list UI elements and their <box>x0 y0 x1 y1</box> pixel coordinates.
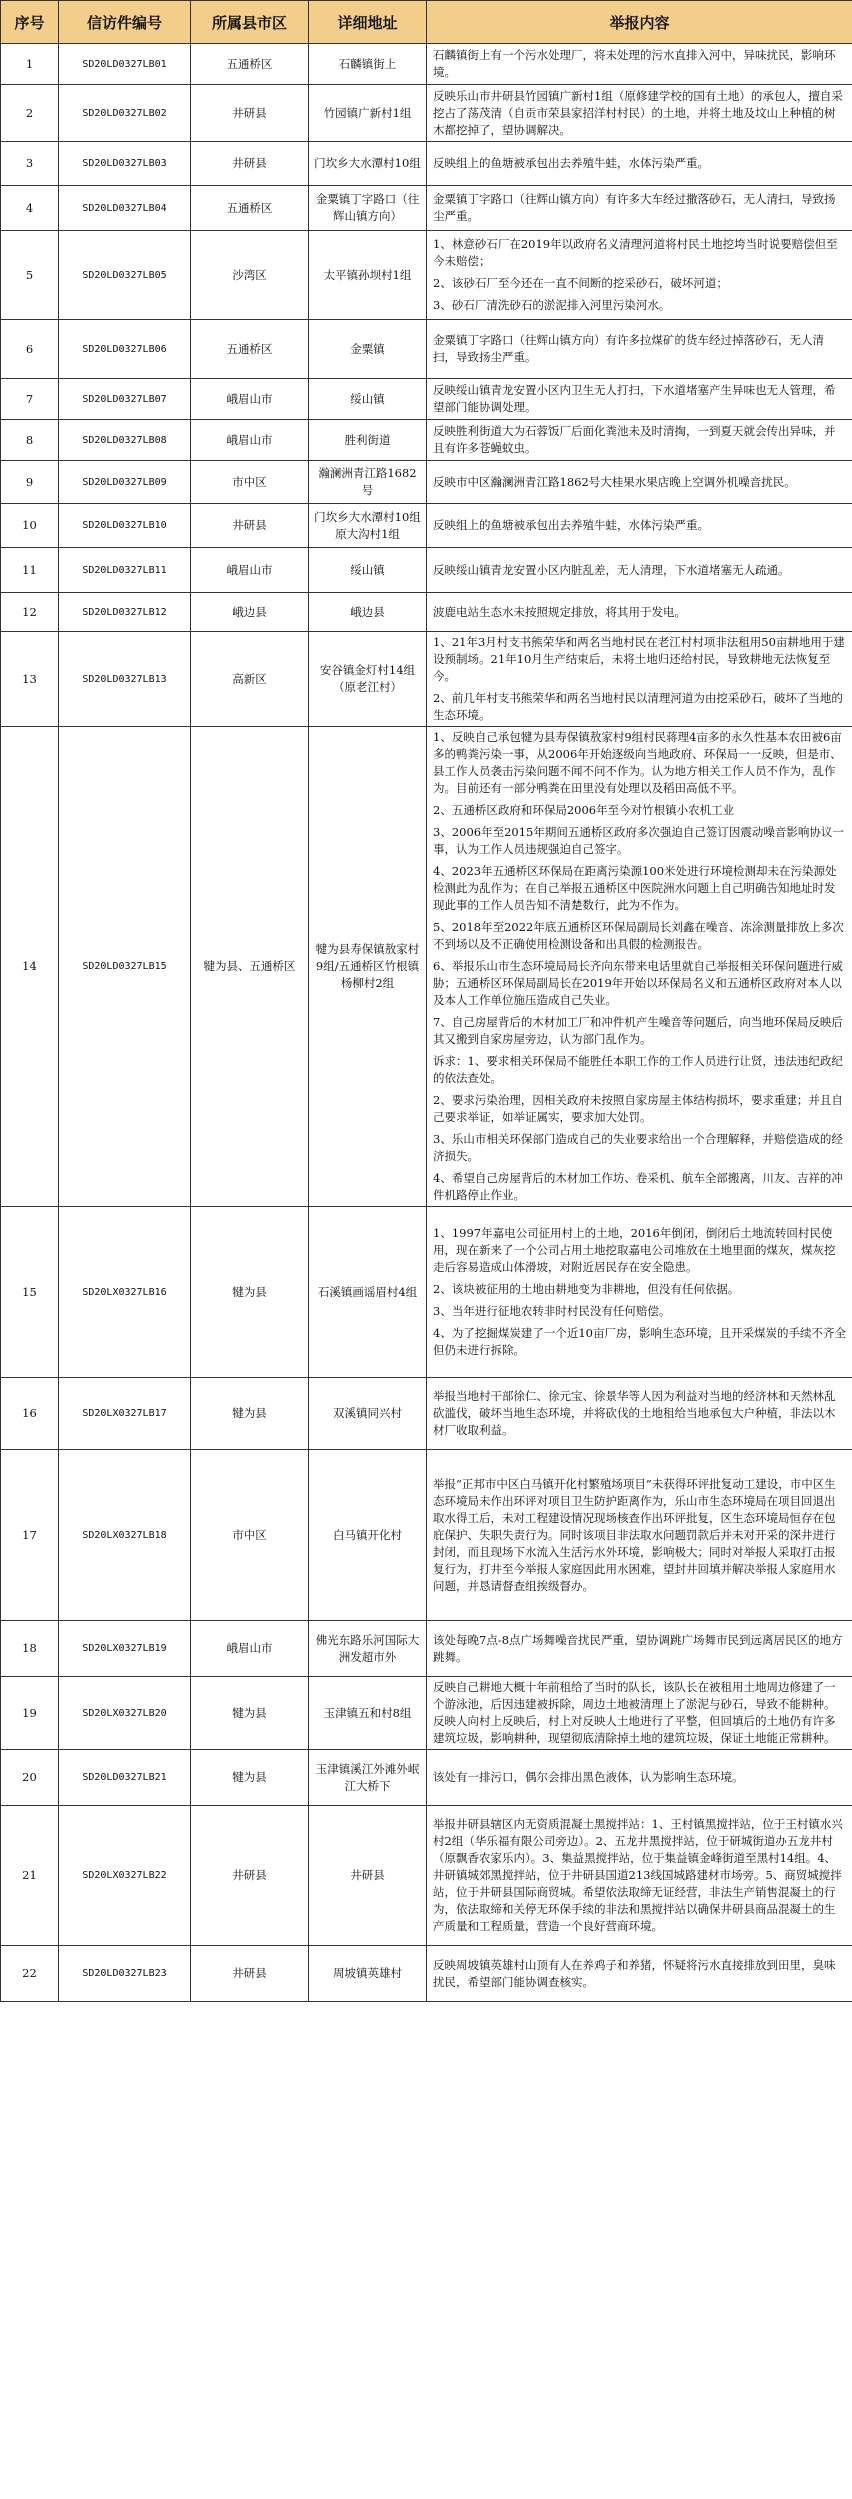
complaint-content <box>427 1946 852 2002</box>
district: 沙湾区 <box>191 231 309 320</box>
complaint-content <box>427 186 852 231</box>
content-paragraph: 举报当地村干部徐仁、徐元宝、徐景华等人因为利益对当地的经济林和天然林乱砍滥伐，破坏当地生态环境，并将砍伐的土地租给当地承包大户种植，非法以木材厂收取利益。 <box>433 1389 836 1437</box>
header-address: 详细地址 <box>309 1 427 44</box>
content-paragraph: 金粟镇丁字路口（往辉山镇方向）有许多大车经过撒落砂石，无人清扫，导致扬尘严重。 <box>433 192 836 223</box>
address: 双溪镇同兴村 <box>309 1378 427 1450</box>
table-row <box>1 1450 852 1621</box>
district: 峨眉山市 <box>191 420 309 461</box>
complaint-content <box>427 1806 852 1946</box>
content-paragraph: 2、该块被征用的土地由耕地变为非耕地，但没有任何依据。 <box>433 1282 740 1296</box>
complaint-code: SD20LD0327LB15 <box>59 727 191 1207</box>
content-paragraph: 1、反映自己承包犍为县寿保镇敖家村9组村民蒋理4亩多的永久性基本农田被6亩多的鸭粪污染一事，从2006年开始逐级向当地政府、环保局一一反映，但是市、县工作人员袭击污染问题不闻不问不作为。认为地方相关工作人员不作为，乱作为。目前还有一部分鸭粪在田里没有处理以及稻田高低不平。 <box>433 730 842 795</box>
content-paragraph: 反映自己耕地大概十年前租给了当时的队长，该队长在被租用土地周边修建了一个游泳池，后因违建被拆除，周边土地被清理上了淤泥与砂石，导致不能耕种。反映人向村上反映后，村上对反映人土地进行了平整，但回填后的土地仍有许多建筑垃圾，影响耕种，现望彻底清除掉土地的建筑垃圾，保证土地能正常耕种。 <box>433 1680 836 1745</box>
address: 门坎乡大水潭村10组原大沟村1组 <box>309 504 427 548</box>
content-paragraph: 3、当年进行征地农转非时村民没有任何赔偿。 <box>433 1304 671 1318</box>
row-number: 8 <box>1 420 59 461</box>
table-row <box>1 593 852 632</box>
content-paragraph: 4、希望自己房屋背后的木材加工作坊、卷采机、航车全部搬离，川友、吉祥的冲件机路停止作业。 <box>433 1171 843 1202</box>
row-number: 10 <box>1 504 59 548</box>
header-row <box>1 1 852 44</box>
row-number: 22 <box>1 1946 59 2002</box>
content-paragraph: 反映市中区瀚澜洲青江路1862号大桂果水果店晚上空调外机噪音扰民。 <box>433 474 796 489</box>
content-paragraph: 反映绥山镇青龙安置小区内脏乱差，无人清理，下水道堵塞无人疏通。 <box>433 562 790 577</box>
district: 井研县 <box>191 1806 309 1946</box>
table-row <box>1 1750 852 1806</box>
row-number: 12 <box>1 593 59 632</box>
complaint-code: SD20LD0327LB13 <box>59 632 191 727</box>
row-number: 13 <box>1 632 59 727</box>
row-number: 2 <box>1 85 59 142</box>
district: 犍为县 <box>191 1677 309 1750</box>
complaint-code: SD20LX0327LB20 <box>59 1677 191 1750</box>
content-paragraph: 3、2006年至2015年期间五通桥区政府多次强迫自己签订因震动噪音影响协议一事，认为工作人员违规强迫自己签字。 <box>433 825 844 856</box>
table-row <box>1 1207 852 1378</box>
complaint-code: SD20LX0327LB17 <box>59 1378 191 1450</box>
district: 犍为县 <box>191 1378 309 1450</box>
table-row <box>1 727 852 1207</box>
row-number: 16 <box>1 1378 59 1450</box>
complaint-content <box>427 548 852 593</box>
complaint-content <box>427 593 852 632</box>
complaint-code: SD20LD0327LB12 <box>59 593 191 632</box>
district: 犍为县 <box>191 1207 309 1378</box>
content-paragraph: 金粟镇丁字路口（往辉山镇方向）有许多拉煤矿的货车经过掉落砂石，无人清扫，导致扬尘严重。 <box>433 333 824 364</box>
district: 犍为县 <box>191 1750 309 1806</box>
content-paragraph: 波鹿电站生态水未按照规定排放，将其用于发电。 <box>433 604 686 619</box>
content-paragraph: 反映绥山镇青龙安置小区内卫生无人打扫，下水道堵塞产生异味也无人管理，希望部门能协调处理。 <box>433 383 836 414</box>
complaint-code: SD20LD0327LB11 <box>59 548 191 593</box>
row-number: 17 <box>1 1450 59 1621</box>
content-paragraph: 举报“正邦市中区白马镇开化村繁殖场项目”未获得环评批复动工建设，市中区生态环境局未作出环评对项目卫生防护距离作为，乐山市生态环境局在项目回退出取水得工后，未对工程建设情况现场核查作出环评批复，区生态环境局恒存在包庇保护、失职失责行为。同时该项目非法取水问题罚款后并未对开采的深井进行封闭，而且现场下水流入生活污水外环境，影响极大；同时对举报人采取打击报复行为，打井至今举报人家庭因此用水困难，望封井回填并解决举报人家庭用水问题，并恳请督查组挨级督办。 <box>433 1476 836 1593</box>
content-paragraph: 4、为了挖掘煤炭建了一个近10亩厂房，影响生态环境，且开采煤炭的手续不齐全但仍未进行拆除。 <box>433 1326 846 1357</box>
complaint-code: SD20LX0327LB18 <box>59 1450 191 1621</box>
district: 峨边县 <box>191 593 309 632</box>
address: 玉津镇五和村8组 <box>309 1677 427 1750</box>
address: 佛光东路乐河国际大洲发超市外 <box>309 1621 427 1677</box>
table-row <box>1 1677 852 1750</box>
address: 白马镇开化村 <box>309 1450 427 1621</box>
header-content: 举报内容 <box>427 1 852 44</box>
address: 周坡镇英雄村 <box>309 1946 427 2002</box>
complaint-code: SD20LD0327LB08 <box>59 420 191 461</box>
district: 五通桥区 <box>191 186 309 231</box>
district: 市中区 <box>191 1450 309 1621</box>
complaint-code: SD20LX0327LB22 <box>59 1806 191 1946</box>
complaint-code: SD20LD0327LB23 <box>59 1946 191 2002</box>
complaint-code: SD20LD0327LB02 <box>59 85 191 142</box>
table-row <box>1 44 852 85</box>
table-row <box>1 142 852 186</box>
content-paragraph: 1、1997年嘉电公司征用村上的土地，2016年倒闭，倒闭后土地流转回村民使用，现在新来了一个公司占用土地挖取嘉电公司堆放在土地里面的煤灰，煤灰挖走后容易造成山体滑坡，对附近居民存在安全隐患。 <box>433 1226 836 1274</box>
complaint-code: SD20LD0327LB21 <box>59 1750 191 1806</box>
row-number: 18 <box>1 1621 59 1677</box>
address: 竹园镇广新村1组 <box>309 85 427 142</box>
district: 峨眉山市 <box>191 379 309 420</box>
header-code: 信访件编号 <box>59 1 191 44</box>
content-paragraph: 2、要求污染治理，因相关政府未按照自家房屋主体结构损坏，要求重建；并且自己要求举证，如举证属实，要求加大处罚。 <box>433 1093 843 1124</box>
complaint-code: SD20LD0327LB04 <box>59 186 191 231</box>
content-paragraph: 反映组上的鱼塘被承包出去养殖牛蛙，水体污染严重。 <box>433 156 709 170</box>
complaint-code: SD20LX0327LB19 <box>59 1621 191 1677</box>
content-paragraph: 2、前几年村支书熊荣华和两名当地村民以清理河道为由挖采砂石，破坏了当地的生态环境。 <box>433 691 843 722</box>
table-row <box>1 231 852 320</box>
address: 太平镇孙坝村1组 <box>309 231 427 320</box>
complaint-content <box>427 727 852 1207</box>
address: 井研县 <box>309 1806 427 1946</box>
content-paragraph: 6、举报乐山市生态环境局局长齐向东带来电话里就自己举报相关环保问题进行威胁；五通桥区环保局副局长在2019年开始以环保局名义和五通桥区政府对本人以及本人工作单位施压造成自己失业。 <box>433 959 843 1007</box>
complaint-content <box>427 420 852 461</box>
district: 井研县 <box>191 142 309 186</box>
content-paragraph: 2、该砂石厂至今还在一直不间断的挖采砂石，破坏河道； <box>433 276 728 290</box>
complaint-content <box>427 1450 852 1621</box>
address: 瀚澜洲青江路1682号 <box>309 461 427 504</box>
complaint-code: SD20LX0327LB16 <box>59 1207 191 1378</box>
complaint-content <box>427 1750 852 1806</box>
content-paragraph: 诉求：1、要求相关环保局不能胜任本职工作的工作人员进行让贤，违法违纪政纪的依法查处。 <box>433 1054 843 1085</box>
complaint-content <box>427 1677 852 1750</box>
district: 市中区 <box>191 461 309 504</box>
address: 玉津镇溪江外滩外岷江大桥下 <box>309 1750 427 1806</box>
row-number: 7 <box>1 379 59 420</box>
district: 井研县 <box>191 85 309 142</box>
address: 门坎乡大水潭村10组 <box>309 142 427 186</box>
address: 峨边县 <box>309 593 427 632</box>
complaint-content <box>427 1378 852 1450</box>
table-row <box>1 632 852 727</box>
content-paragraph: 该处有一排污口，偶尔会排出黑色液体，认为影响生态环境。 <box>433 1770 744 1784</box>
district: 高新区 <box>191 632 309 727</box>
address: 绥山镇 <box>309 379 427 420</box>
content-paragraph: 4、2023年五通桥区环保局在距离污染源100米处进行环境检测却未在污染源处检测此为乱作为；在自己举报五通桥区中医院洲水问题上自己明确告知地址时发现此事的工作人员告知不清楚数行，此为不作为。 <box>433 864 837 912</box>
complaint-content <box>427 231 852 320</box>
content-paragraph: 反映胜利街道大为石蓉饭厂后面化粪池未及时清掏，一到夏天就会传出异味，并且有许多苍蝇蚊虫。 <box>433 424 836 455</box>
district: 井研县 <box>191 504 309 548</box>
district: 犍为县、五通桥区 <box>191 727 309 1207</box>
address: 犍为县寿保镇敖家村9组/五通桥区竹根镇杨柳村2组 <box>309 727 427 1207</box>
table-row <box>1 504 852 548</box>
complaint-code: SD20LD0327LB01 <box>59 44 191 85</box>
content-paragraph: 石麟镇街上有一个污水处理厂，将未处理的污水直排入河中，异味扰民，影响环境。 <box>433 48 836 79</box>
row-number: 3 <box>1 142 59 186</box>
district: 井研县 <box>191 1946 309 2002</box>
complaint-code: SD20LD0327LB05 <box>59 231 191 320</box>
content-paragraph: 1、21年3月村支书熊荣华和两名当地村民在老江村村项非法租用50亩耕地用于建设预制场。21年10月生产结束后，未将土地归还给村民，导致耕地无法恢复至今。 <box>433 635 845 683</box>
content-paragraph: 举报井研县辖区内无资质混凝土黑搅拌站：1、王村镇黑搅拌站，位于王村镇水兴村2组（华乐福有限公司旁边）。2、五龙井黑搅拌站，位于研城街道办五龙井村（原飘香农家乐内）。3、集益黑搅拌站，位于集益镇金峰街道至黑村14组。4、井研镇城郊黑搅拌站，位于井研县国道213线国城路建材市场旁。5、商贸城搅拌站，位于井研县国际商贸城。希望依法取缔无证经营，非法生产销售混凝土的行为，依法取缔和关停无环保手续的非法和黑搅拌站以确保井研县商品混凝土的生产质量和工程质量，营造一个良好营商环境。 <box>433 1817 843 1933</box>
table-row <box>1 1946 852 2002</box>
row-number: 4 <box>1 186 59 231</box>
table-row <box>1 420 852 461</box>
table-row <box>1 1806 852 1946</box>
complaint-content <box>427 632 852 727</box>
complaint-content <box>427 1207 852 1378</box>
content-paragraph: 7、自己房屋背后的木材加工厂和冲件机产生噪音等问题后，向当地环保局反映后其又搬到自家房屋旁边，认为部门乱作为。 <box>433 1015 843 1046</box>
address: 胜利街道 <box>309 420 427 461</box>
content-paragraph: 2、五通桥区政府和环保局2006年至今对竹根镇小农机工业 <box>433 803 735 817</box>
table-row <box>1 320 852 379</box>
district: 五通桥区 <box>191 320 309 379</box>
complaint-content <box>427 44 852 85</box>
address: 安谷镇金灯村14组（原老江村） <box>309 632 427 727</box>
district: 峨眉山市 <box>191 548 309 593</box>
content-paragraph: 3、砂石厂清洗砂石的淤泥排入河里污染河水。 <box>433 298 671 312</box>
row-number: 11 <box>1 548 59 593</box>
district: 五通桥区 <box>191 44 309 85</box>
content-paragraph: 该处每晚7点-8点广场舞噪音扰民严重，望协调跳广场舞市民到远离居民区的地方跳舞。 <box>433 1632 843 1664</box>
row-number: 6 <box>1 320 59 379</box>
row-number: 15 <box>1 1207 59 1378</box>
complaint-content <box>427 1621 852 1677</box>
complaint-content <box>427 379 852 420</box>
table-row <box>1 1621 852 1677</box>
row-number: 19 <box>1 1677 59 1750</box>
address: 石麟镇街上 <box>309 44 427 85</box>
row-number: 14 <box>1 727 59 1207</box>
content-paragraph: 5、2018年至2022年底五通桥区环保局副局长刘鑫在噪音、冻涂测量排放上多次不到场以及不正确使用检测设备和出具假的检测报告。 <box>433 920 844 951</box>
address: 石溪镇画谣眉村4组 <box>309 1207 427 1378</box>
row-number: 9 <box>1 461 59 504</box>
complaint-code: SD20LD0327LB03 <box>59 142 191 186</box>
content-paragraph: 反映周坡镇英雄村山顶有人在养鸡子和养猪，怀疑将污水直接排放到田里，臭味扰民，希望部门能协调查核实。 <box>433 1957 836 1989</box>
table-row <box>1 85 852 142</box>
complaint-code: SD20LD0327LB10 <box>59 504 191 548</box>
complaint-content <box>427 320 852 379</box>
complaint-code: SD20LD0327LB09 <box>59 461 191 504</box>
table-row <box>1 379 852 420</box>
header-no: 序号 <box>1 1 59 44</box>
district: 峨眉山市 <box>191 1621 309 1677</box>
complaint-content <box>427 85 852 142</box>
complaint-code: SD20LD0327LB07 <box>59 379 191 420</box>
complaint-content <box>427 142 852 186</box>
header-district: 所属县市区 <box>191 1 309 44</box>
table-row <box>1 186 852 231</box>
table-row <box>1 548 852 593</box>
complaint-content <box>427 504 852 548</box>
content-paragraph: 3、乐山市相关环保部门造成自己的失业要求给出一个合理解释，并赔偿造成的经济损失。 <box>433 1132 843 1163</box>
row-number: 21 <box>1 1806 59 1946</box>
address: 绥山镇 <box>309 548 427 593</box>
table-row <box>1 461 852 504</box>
row-number: 5 <box>1 231 59 320</box>
address: 金粟镇丁字路口（往辉山镇方向） <box>309 186 427 231</box>
content-paragraph: 1、林意砂石厂在2019年以政府名义清理河道将村民土地挖垮当时说要赔偿但至今未赔偿； <box>433 237 838 268</box>
content-paragraph: 反映乐山市井研县竹园镇广新村1组（原修建学校的国有土地）的承包人，擅自采挖占了荡茂清（自贡市荣县家招洋村村民）的土地，并将土地及坟山上种植的树木都挖掉了，望协调解决。 <box>433 88 843 137</box>
row-number: 20 <box>1 1750 59 1806</box>
complaint-code: SD20LD0327LB06 <box>59 320 191 379</box>
address: 金粟镇 <box>309 320 427 379</box>
row-number: 1 <box>1 44 59 85</box>
complaint-content <box>427 461 852 504</box>
content-paragraph: 反映组上的鱼塘被承包出去养殖牛蛙，水体污染严重。 <box>433 518 709 532</box>
table-row <box>1 1378 852 1450</box>
table-body <box>1 44 852 2002</box>
